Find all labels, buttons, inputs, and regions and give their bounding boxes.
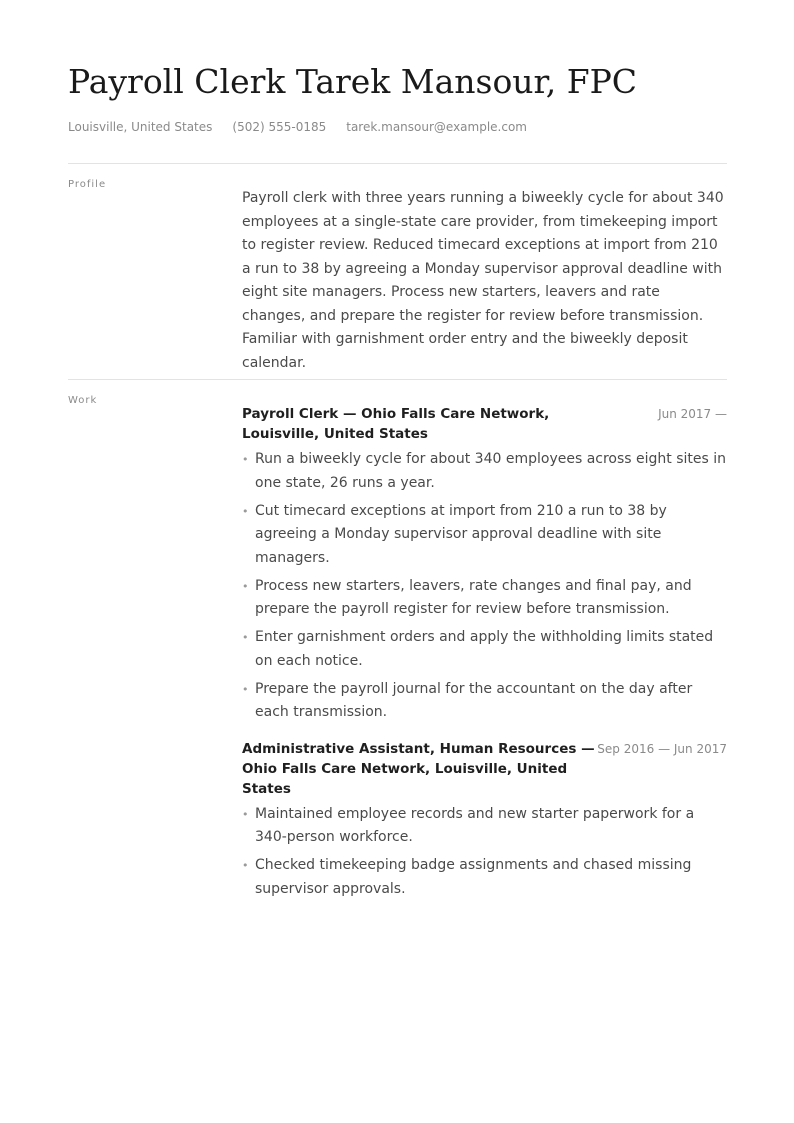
job-bullet <box>242 626 727 673</box>
job-bullet-text: Process new starters, leavers, rate changes and final pay, and prepare the payroll register for review before transmission. <box>255 577 692 617</box>
work-section <box>242 404 727 906</box>
job-bullet <box>242 448 727 495</box>
job-bullet <box>242 803 727 850</box>
job-bullet <box>242 575 727 622</box>
job-bullets <box>242 448 727 725</box>
contact-phone: (502) 555-0185 <box>232 120 327 134</box>
job-bullet <box>242 678 727 725</box>
profile-summary: Payroll clerk with three years running a biweekly cycle for about 340 employees at a single-state care provider, from timekeeping import to register review. Reduced timecard exceptions at import from 210 a run to 38 by agreeing a Monday supervisor approval deadline with eight site managers. Process new starters, leavers and rate changes, and prepare the register for review before transmission. Familiar with garnishment order entry and the biweekly deposit calendar. <box>242 190 724 371</box>
bullet-icon: • <box>242 504 249 518</box>
job-bullet-text: Checked timekeeping badge assignments and chased missing supervisor approvals. <box>255 857 692 897</box>
job-bullet-text: Cut timecard exceptions at import from 210 a run to 38 by agreeing a Monday supervisor approval deadline with site managers. <box>255 502 667 566</box>
job-entry <box>242 404 727 725</box>
contact-line <box>68 119 527 135</box>
work-section-label: Work <box>68 395 98 406</box>
profile-section <box>242 187 727 375</box>
job-bullet-text: Enter garnishment orders and apply the withholding limits stated on each notice. <box>255 629 714 669</box>
job-bullet-text: Maintained employee records and new starter paperwork for a 340-person workforce. <box>255 805 695 845</box>
section-divider <box>68 379 727 380</box>
contact-email: tarek.mansour@example.com <box>346 120 527 134</box>
bullet-icon: • <box>242 807 249 821</box>
bullet-icon: • <box>242 453 249 466</box>
job-entry <box>242 739 727 902</box>
bullet-icon: • <box>242 859 249 872</box>
bullet-icon: • <box>242 682 249 696</box>
contact-location: Louisville, United States <box>68 120 213 134</box>
bullet-icon: • <box>242 579 249 593</box>
job-header <box>242 739 727 799</box>
job-bullets <box>242 803 727 902</box>
candidate-name: Payroll Clerk Tarek Mansour, FPC <box>68 62 638 101</box>
job-bullet-text: Prepare the payroll journal for the accountant on the day after each transmission. <box>255 680 693 720</box>
job-bullet <box>242 854 727 901</box>
profile-section-label: Profile <box>68 179 107 190</box>
section-divider <box>68 163 727 164</box>
job-title: Payroll Clerk — Ohio Falls Care Network, Louisville, United States <box>242 406 550 442</box>
bullet-icon: • <box>242 631 249 644</box>
job-dates: Jun 2017 — <box>658 407 727 421</box>
job-dates: Sep 2016 — Jun 2017 <box>597 741 727 756</box>
job-bullet <box>242 500 727 571</box>
job-bullet-text: Run a biweekly cycle for about 340 employees across eight sites in one state, 26 runs a year. <box>255 451 727 491</box>
job-header <box>242 404 727 444</box>
job-title: Administrative Assistant, Human Resources — Ohio Falls Care Network, Louisville, United States <box>242 740 595 797</box>
